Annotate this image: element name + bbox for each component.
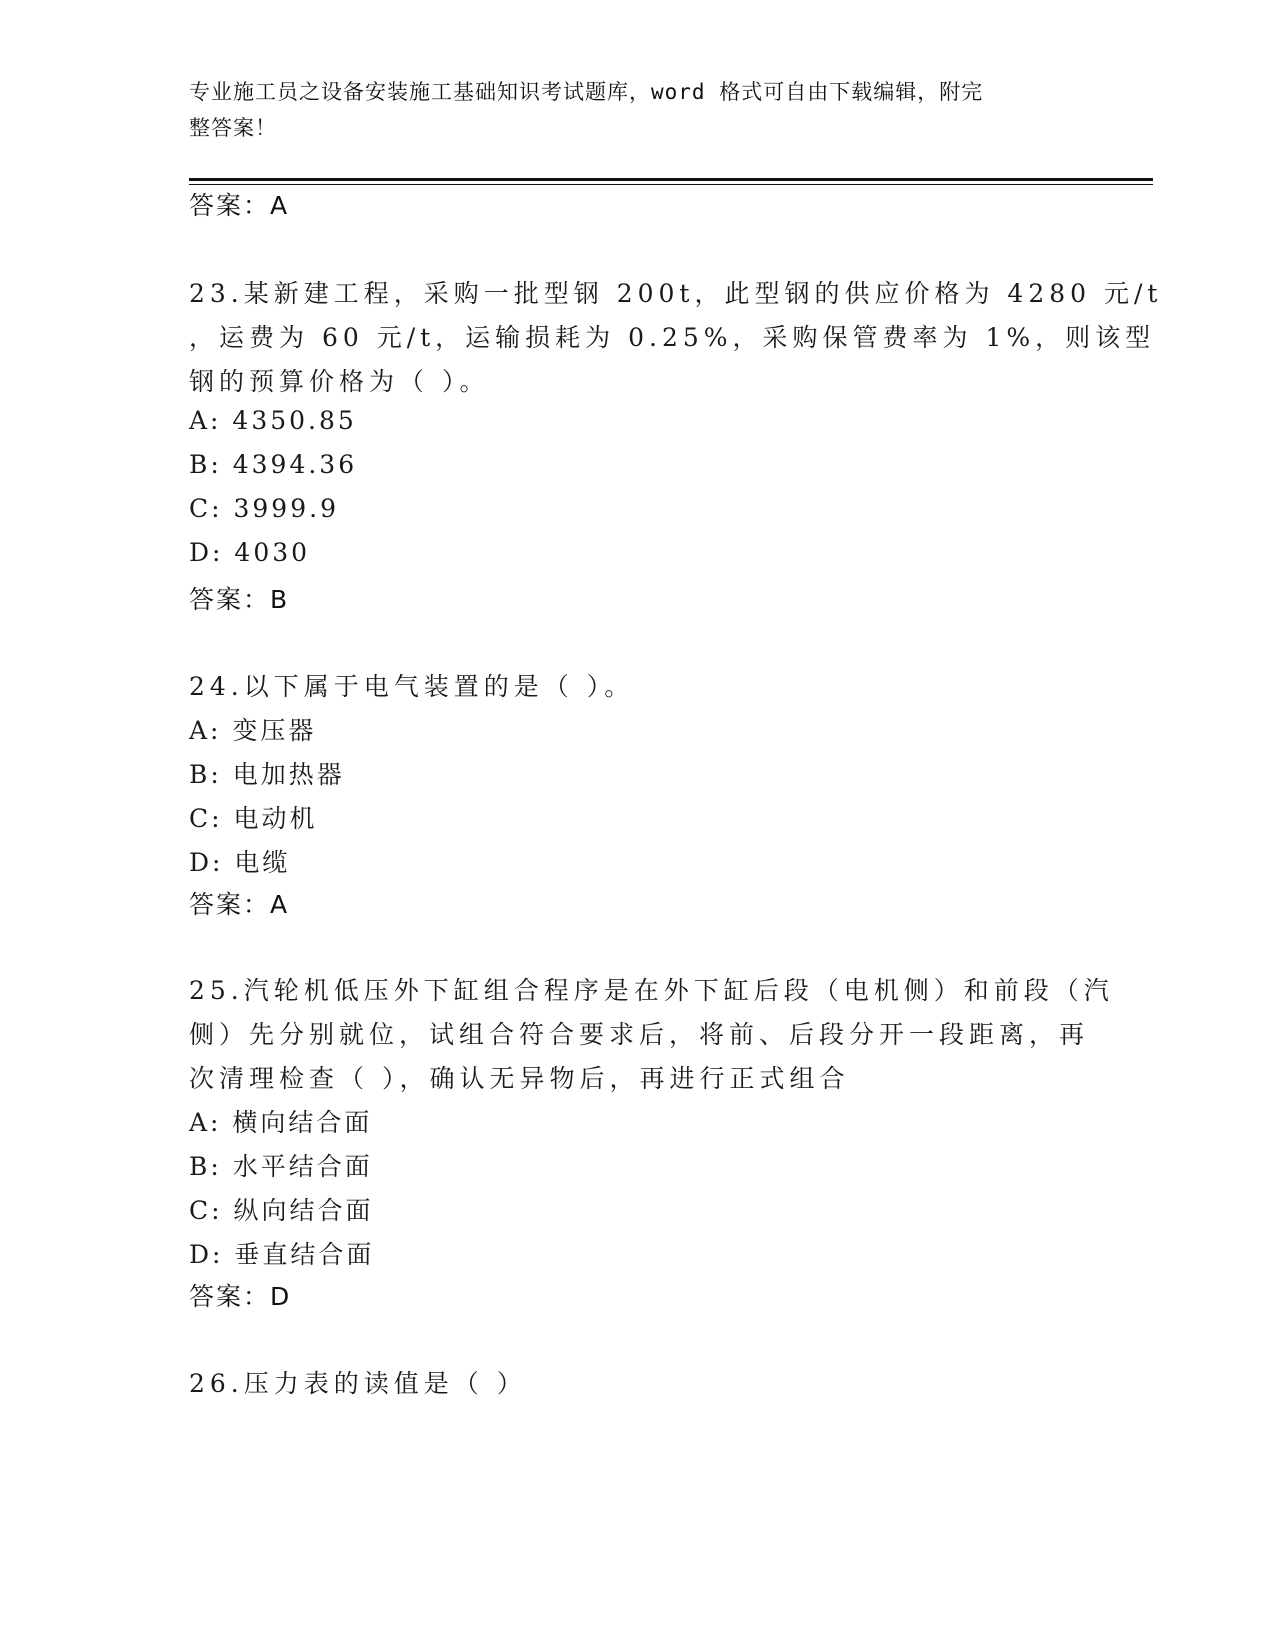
question-23-answer: 答案：B [189,585,290,614]
question-24-option-b: B: 电加热器 [189,760,345,789]
question-23-option-c: C: 3999.9 [189,494,339,523]
question-25-option-d: D: 垂直结合面 [189,1240,375,1269]
page-header [189,74,1089,146]
header-line-2: 整答案！ [189,116,277,140]
answer-line: 答案：A [189,191,290,220]
question-25-line-2: 侧）先分别就位，试组合符合要求后，将前、后段分开一段距离，再 [189,1020,1090,1049]
question-24-line-1: 24.以下属于电气装置的是（ ）。 [189,672,635,701]
question-25-option-a: A: 横向结合面 [189,1108,373,1137]
question-23-line-2: ，运费为 60 元/t，运输损耗为 0.25%，采购保管费率为 1%，则该型 [189,323,1156,352]
question-25-option-b: B: 水平结合面 [189,1152,373,1181]
question-23-line-1: 23.某新建工程，采购一批型钢 200t，此型钢的供应价格为 4280 元/t [189,279,1163,308]
question-25-line-3: 次清理检查（ ），确认无异物后，再进行正式组合 [189,1064,850,1093]
question-24-answer: 答案：A [189,890,290,919]
question-25-answer: 答案：D [189,1282,292,1311]
question-24-option-a: A: 变压器 [189,716,317,745]
header-divider-thin [189,184,1153,185]
question-23-option-b: B: 4394.36 [189,450,358,479]
question-25-line-1: 25.汽轮机低压外下缸组合程序是在外下缸后段（电机侧）和前段（汽 [189,976,1114,1005]
question-23-line-3: 钢的预算价格为（ ）。 [189,367,490,396]
question-23-option-d: D: 4030 [189,538,311,567]
question-24-option-c: C: 电动机 [189,804,318,833]
header-line-1: 专业施工员之设备安装施工基础知识考试题库，word 格式可自由下载编辑，附完 [189,80,984,104]
question-24-option-d: D: 电缆 [189,848,291,877]
header-divider [189,178,1153,181]
question-26-line-1: 26.压力表的读值是（ ） [189,1369,527,1398]
question-23-option-a: A: 4350.85 [189,406,357,435]
question-25-option-c: C: 纵向结合面 [189,1196,374,1225]
